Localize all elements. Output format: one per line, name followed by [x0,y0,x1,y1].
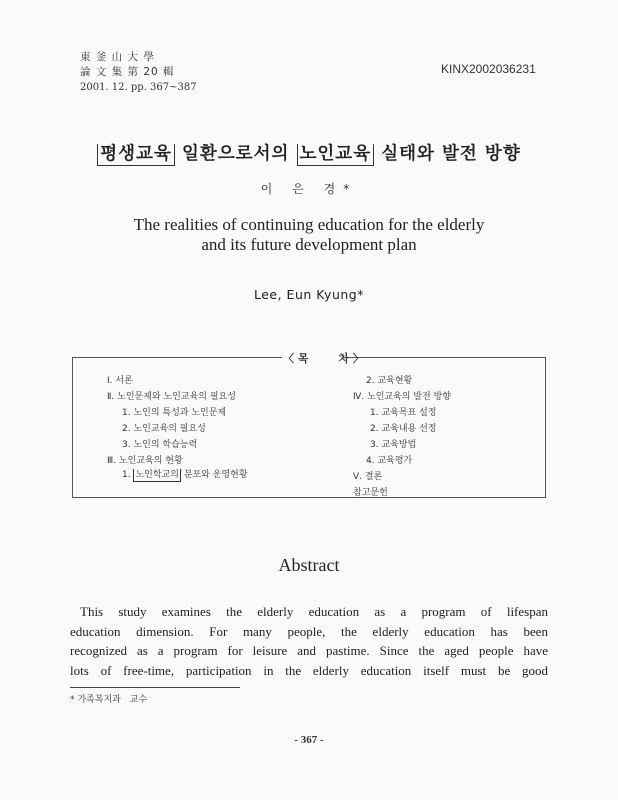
title-middle: 일환으로서의 [181,144,290,164]
journal-volume: 論 文 集 第 20 輯 [80,66,175,78]
title-rest: 실태와 발전 방향 [381,144,521,164]
title-bracket-2: 노인교육 [297,144,375,166]
abstract-line: lots of free-time, participation in the elderly education itself must be good [70,662,548,678]
abstract-line: recognized as a program for leisure and pastime. Since the aged people have [70,643,548,658]
toc-item: 2. 교육내용 선정 [370,424,437,434]
toc-label-right: 차 〉 [338,352,364,365]
english-title [0,215,618,255]
document-id: KINX2002036231 [441,62,536,76]
toc-item-rest: 분포와 운영현황 [183,470,248,480]
korean-title [0,140,618,166]
footnote: * 가족복지과 교수 [70,695,148,705]
toc-item: 2. 노인교육의 필요성 [122,424,206,434]
toc-item-bracket: 노인학교의 [135,470,179,480]
page-number: - 367 - [294,734,324,746]
journal-info [80,50,197,95]
english-title-line-2: and its future development plan [201,235,417,254]
toc-item: 참고문헌 [353,488,388,498]
toc-item: 1. 교육목표 설정 [370,408,437,418]
toc-item-number: 1. [122,470,131,480]
toc-item: Ⅲ. 노인교육의 현황 [107,456,183,466]
journal-pages: 2001. 12. pp. 367~387 [80,82,197,93]
english-title-line-1: The realities of continuing education for the elderly [133,215,485,234]
footnote-divider [70,687,240,688]
toc-item: 4. 교육평가 [366,456,413,466]
toc-item: Ⅴ. 결론 [353,472,383,482]
toc-item [122,467,248,482]
toc-item: Ⅱ. 노인문제와 노인교육의 필요성 [107,392,236,402]
toc-label-left: 〈 목 [283,352,309,365]
toc-item: Ⅳ. 노인교육의 발전 방향 [353,392,451,402]
english-author: Lee, Eun Kyung* [253,287,364,302]
toc-item: Ⅰ. 서론 [107,376,133,386]
abstract-heading: Abstract [278,555,340,575]
toc-item: 3. 노인의 학습능력 [122,440,198,450]
toc-item: 3. 교육방법 [370,440,417,450]
title-bracket-1: 평생교육 [97,144,175,166]
abstract-line: This study examines the elderly education as a program of lifespan [80,604,548,619]
abstract-line: education dimension. For many people, the elderly education has been [70,623,548,639]
toc-item: 2. 교육현황 [366,376,413,386]
journal-university: 東 釜 山 大 學 [80,51,155,63]
table-of-contents [72,357,546,498]
korean-author: 이 은 경* [260,182,358,196]
toc-item: 1. 노인의 특성과 노인문제 [122,408,227,418]
abstract-body [70,602,548,680]
